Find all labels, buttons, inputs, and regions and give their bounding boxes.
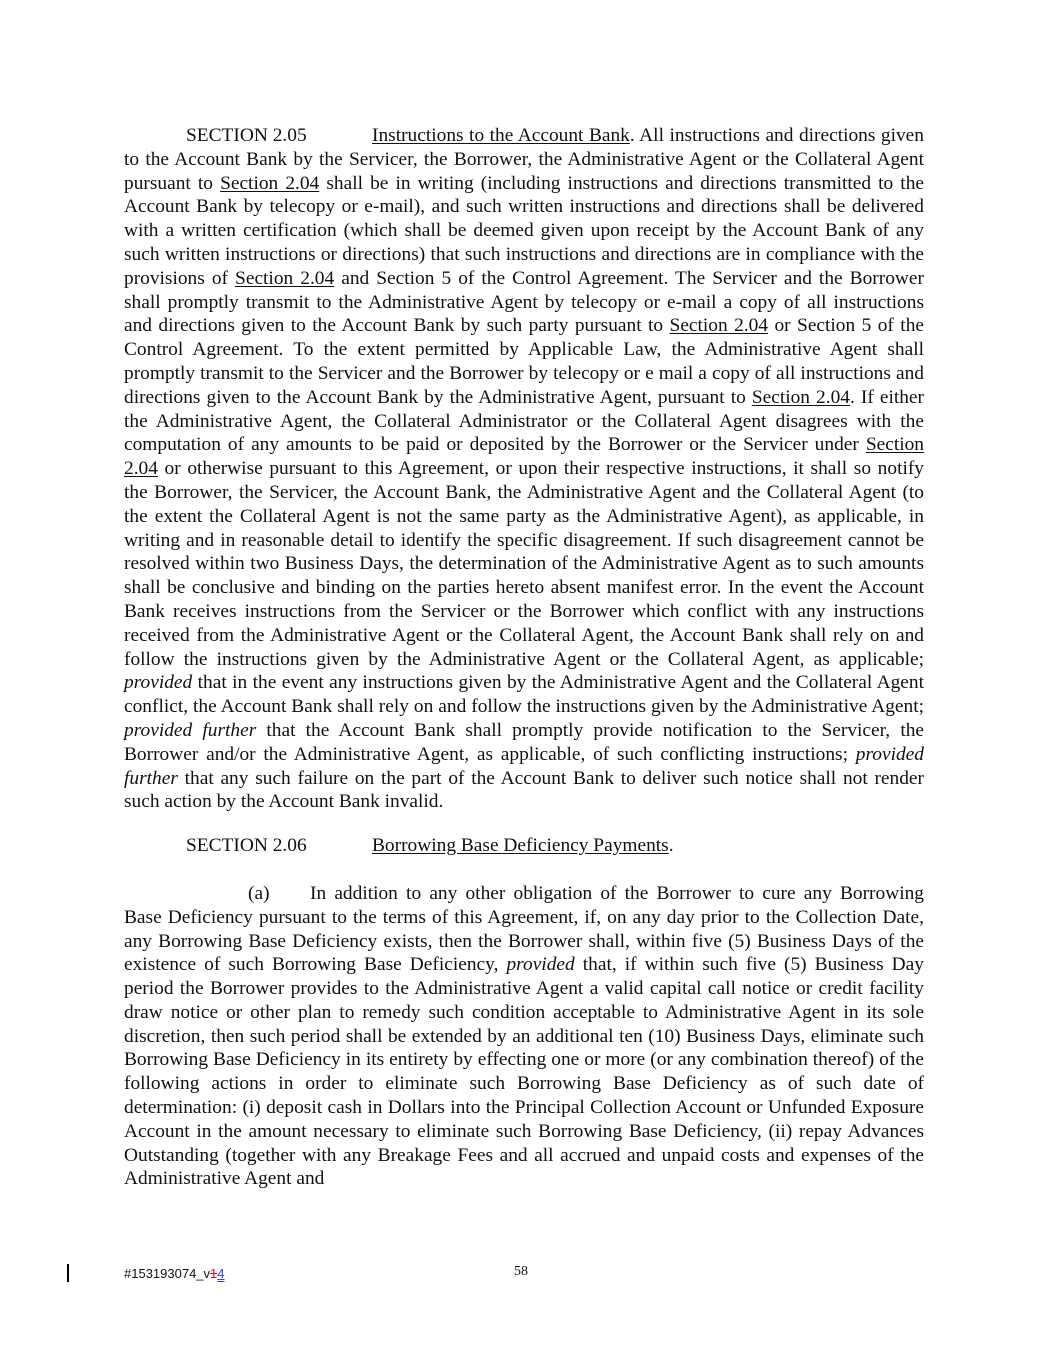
section-2-05-number: SECTION 2.05 xyxy=(186,125,307,146)
spacer xyxy=(124,858,924,882)
section-2-06-heading xyxy=(124,834,924,858)
subsection-label: (a) xyxy=(248,882,270,904)
body-text: that any such failure on the part of the Account Bank to deliver such notice shall not render such action by the Account Bank invalid. xyxy=(124,767,924,813)
body-text: that, if within such five (5) Business Day period the Borrower provides to the Administrative Agent a valid capital call notice or credit facility draw notice or other plan to remedy such condition acceptable to Administrative Agent in its sole discretion, then such period shall be extended by an additional ten (10) Business Days, eliminate such Borrowing Base Deficiency in its entirety by effecting one or more (or any combination thereof) of the following actions in order to eliminate such Borrowing Base Deficiency as of such date of determination: (i) deposit cash in Dollars into the Principal Collection Account or Unfunded Exposure Account in the amount necessary to eliminate such Borrowing Base Deficiency, (ii) repay Advances Outstanding (together with any Breakage Fees and all accrued and unpaid costs and expenses of the Administrative Agent and xyxy=(124,954,924,1190)
section-2-06-a-body xyxy=(124,883,924,1190)
section-2-05-paragraph xyxy=(124,124,924,814)
document-id-inserted-revision: 4 xyxy=(217,1266,225,1281)
italic-term: provided further xyxy=(124,743,924,789)
section-2-06-number: SECTION 2.06 xyxy=(186,835,307,857)
section-2-05-title: Instructions to the Account Bank xyxy=(372,125,630,146)
section-2-06-a-paragraph xyxy=(124,882,924,1191)
body-text: or otherwise pursuant to this Agreement, or upon their respective instructions, it shall so notify the Borrower, the Servicer, the Account Bank, the Administrative Agent and the Collateral Agent (to the extent the Collateral Agent is not the same party as the Administrative Agent), as applicable, in writing and in reasonable detail to identify the specific disagreement. If such disagreement cannot be resolved within two Business Days, the determination of the Administrative Agent as to such amounts shall be conclusive and binding on the parties hereto absent manifest error. In the event the Account Bank receives instructions from the Servicer or the Borrower which conflict with any instructions received from the Administrative Agent or the Collateral Agent, the Account Bank shall rely on and follow the instructions given by the Administrative Agent or the Collateral Agent, as applicable; xyxy=(124,458,924,670)
section-2-06-title: Borrowing Base Deficiency Payments xyxy=(372,835,669,857)
body-text: that in the event any instructions given by the Administrative Agent and the Collateral Agent conflict, the Account Bank shall rely on and follow the instructions given by the Administrative Agent; xyxy=(124,672,924,718)
section-reference-link[interactable]: Section 2.04 xyxy=(220,172,320,194)
page-footer xyxy=(0,1264,1055,1284)
italic-term: provided xyxy=(506,954,575,976)
italic-term: provided xyxy=(124,672,193,694)
body-text: and Section 5 of the Control Agreement. The Servicer and the Borrower shall promptly transmit to the Administrative Agent by telecopy or e-mail a copy of all instructions and directions given to the Account Bank by such party pursuant to xyxy=(124,267,924,337)
body-text: or Section 5 of the Control Agreement. To the extent permitted by Applicable Law, the Administrative Agent shall promptly transmit to the Servicer and the Borrower by telecopy or e mail a copy of all instructions and directions given to the Account Bank by the Administrative Agent, pursuant to xyxy=(124,315,924,408)
document-id xyxy=(124,1266,225,1281)
section-reference-link[interactable]: Section 2.04 xyxy=(124,434,924,480)
change-bar-marker xyxy=(67,1264,69,1282)
italic-term: provided further xyxy=(124,719,257,741)
document-page xyxy=(124,124,924,1191)
body-text: shall be in writing (including instructions and directions transmitted to the Account Bank by telecopy or e-mail), and such written instructions and directions shall be delivered with a written certification (which shall be deemed given upon receipt by the Account Bank of any such written instructions or directions) that such instructions and directions are in compliance with the provisions of xyxy=(124,172,924,289)
body-text: All instructions and directions given to the Account Bank by the Servicer, the Borrower, the Administrative Agent or the Collateral Agent pursuant to xyxy=(124,125,924,194)
page-number: 58 xyxy=(514,1264,528,1279)
document-id-deleted-revision: 1 xyxy=(210,1266,218,1281)
spacer xyxy=(124,814,924,834)
section-2-06-title-period: . xyxy=(668,835,674,857)
section-reference-link[interactable]: Section 2.04 xyxy=(669,315,769,337)
section-2-05-title-period: . xyxy=(629,125,635,146)
body-text: In addition to any other obligation of the Borrower to cure any Borrowing Base Deficiency pursuant to the terms of this Agreement, if, on any day prior to the Collection Date, any Borrowing Base Deficiency exists, then the Borrower shall, within five (5) Business Days of the existence of such Borrowing Base Deficiency, xyxy=(124,882,924,976)
document-id-prefix: #153193074_v xyxy=(124,1266,211,1281)
section-reference-link[interactable]: Section 2.04 xyxy=(235,267,335,289)
section-reference-link[interactable]: Section 2.04 xyxy=(751,386,850,408)
body-text: . If either the Administrative Agent, the Collateral Administrator or the Collateral Agent disagrees with the computation of any amounts to be paid or deposited by the Borrower or the Servicer under xyxy=(124,386,924,456)
body-text: that the Account Bank shall promptly provide notification to the Servicer, the Borrower and/or the Administrative Agent, as applicable, of such conflicting instructions; xyxy=(124,719,925,765)
section-2-05-body xyxy=(124,125,924,812)
